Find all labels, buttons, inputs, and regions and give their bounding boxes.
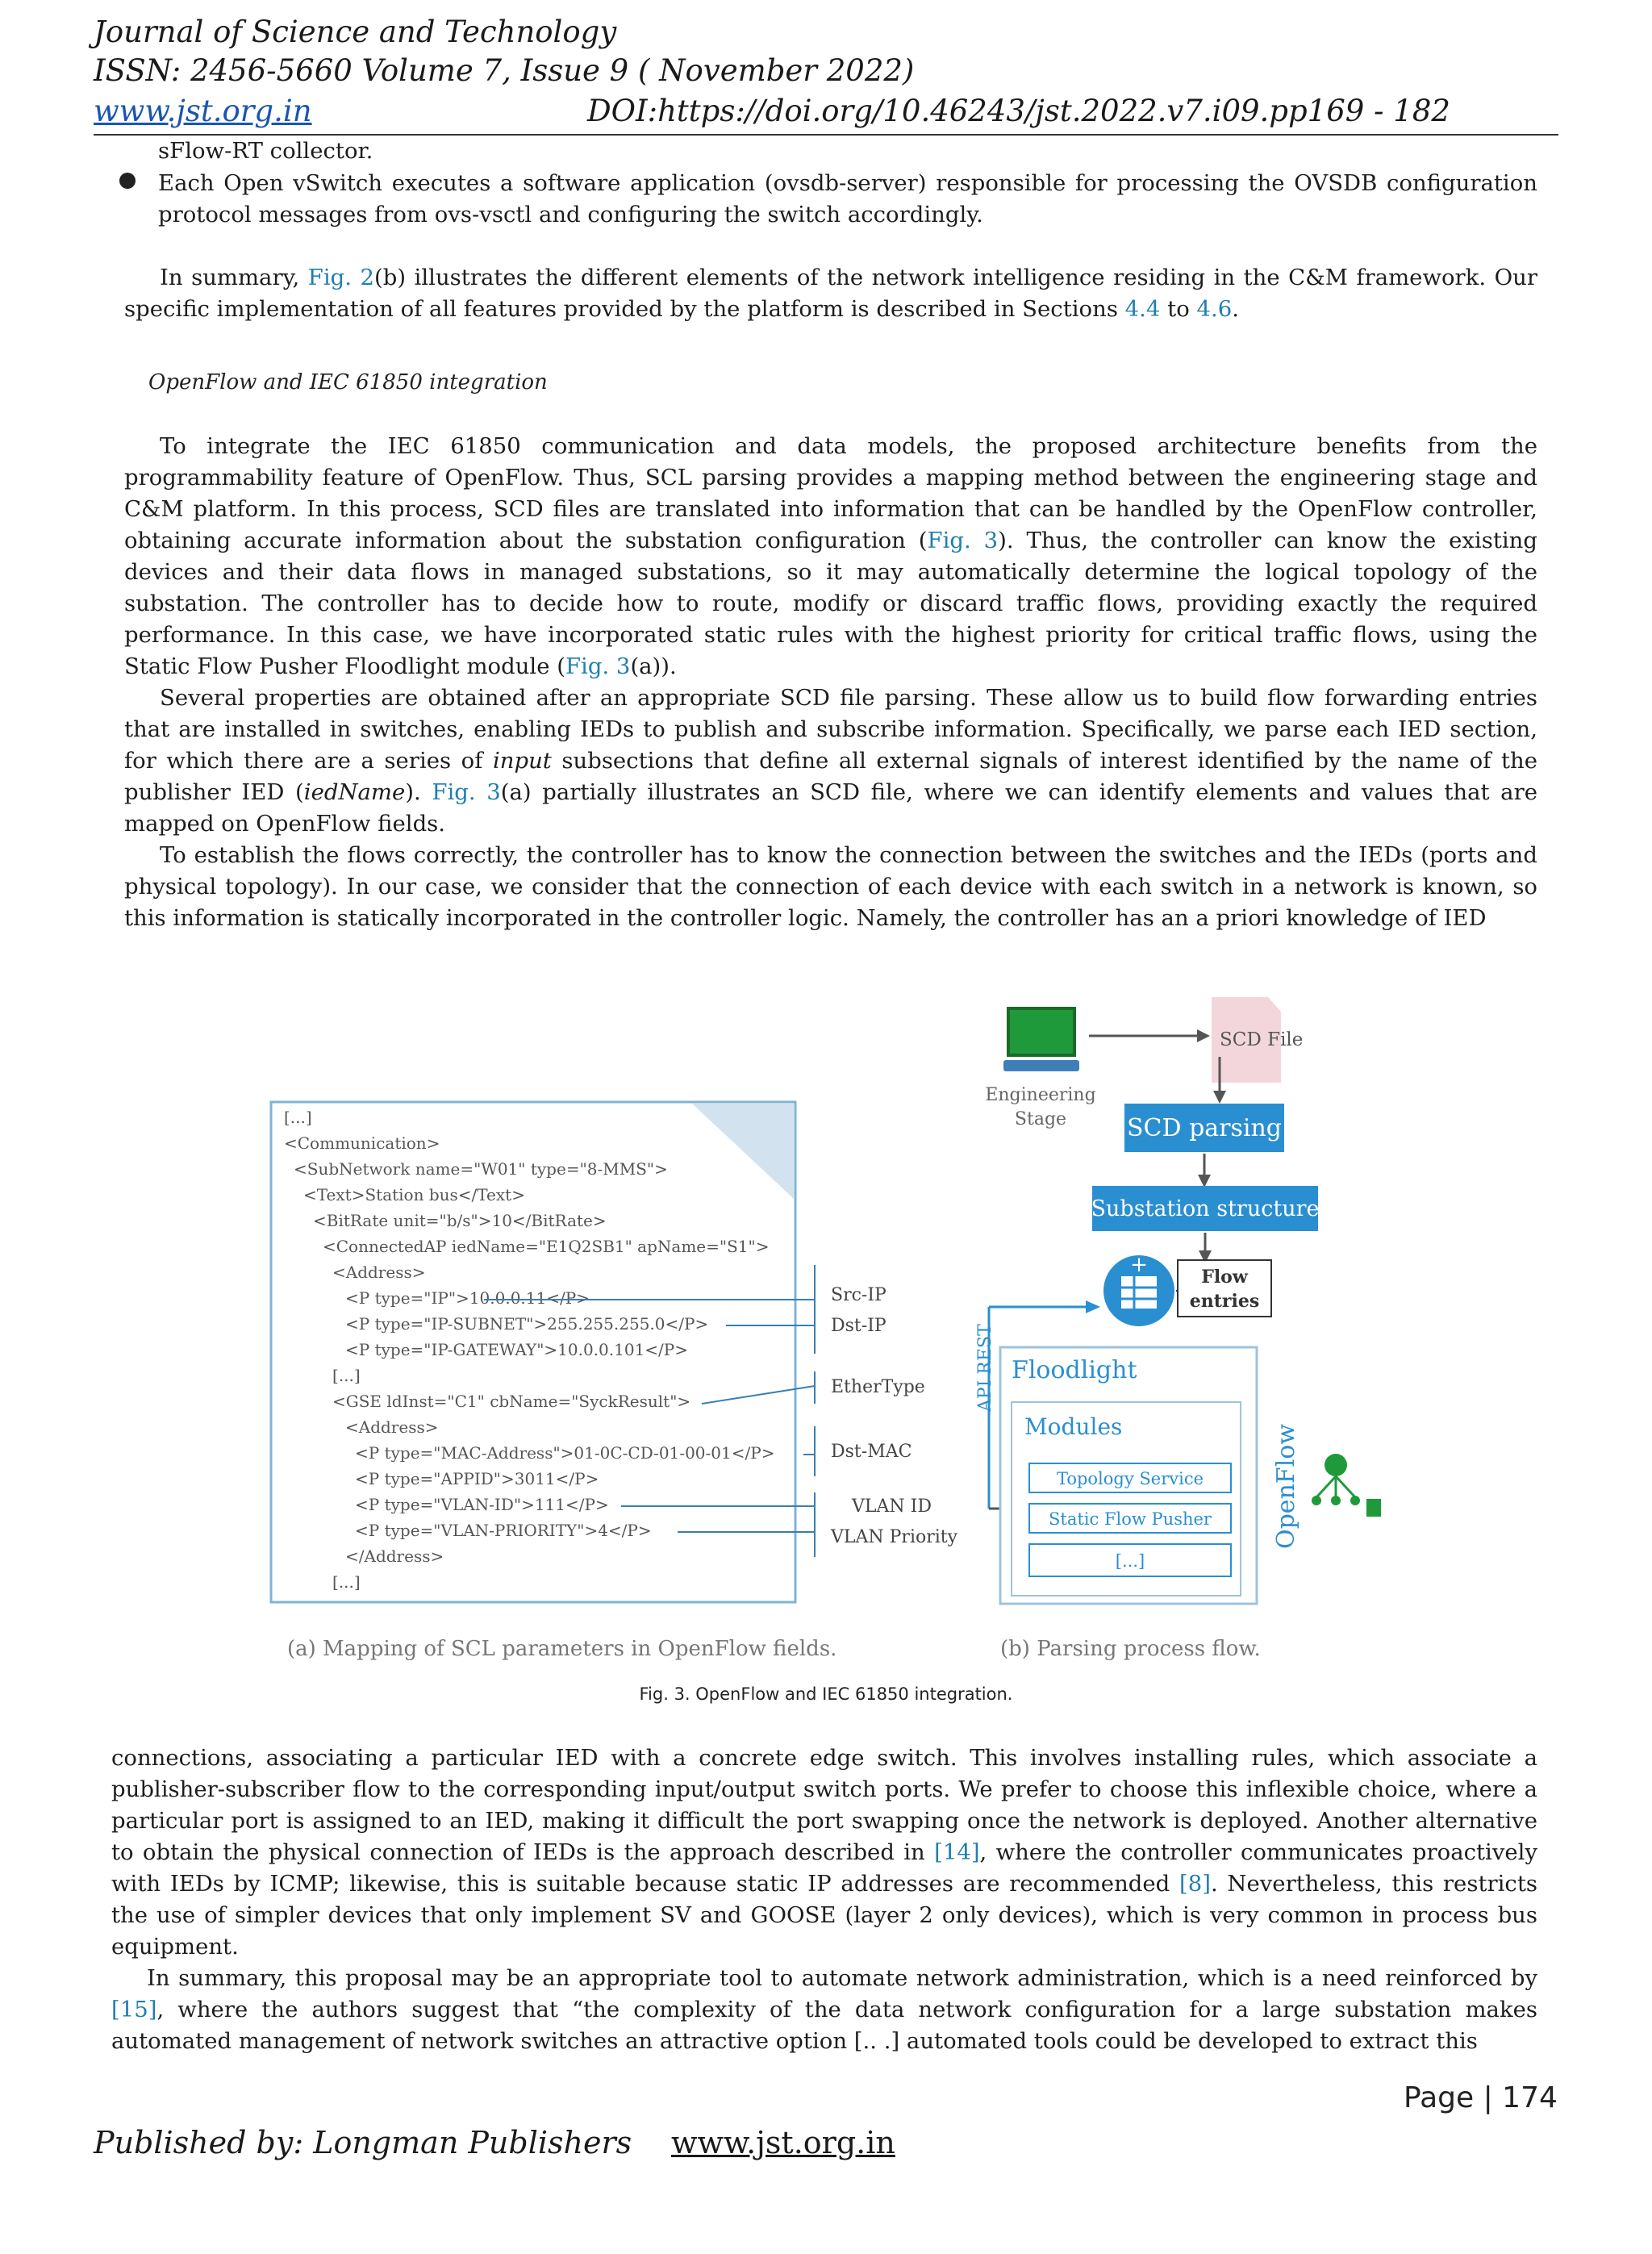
summary-paragraph: In summary, Fig. 2(b) illustrates the different elements of the network intelligence residing in the C&M framework. Our specific implementation of all features provided by the platform is described in Sections 4.4 to 4.6. [124, 265, 1537, 322]
svg-text:<P type="IP">10.0.0.11</P>: <P type="IP">10.0.0.11</P> [345, 1288, 590, 1308]
computer-icon [1003, 1008, 1079, 1071]
page-number: Page | 174 [1404, 2081, 1558, 2114]
svg-text:<P type="APPID">3011</P>: <P type="APPID">3011</P> [355, 1469, 599, 1488]
svg-text:Stage: Stage [1014, 1109, 1067, 1129]
ellipsis-module-label: [...] [1115, 1551, 1145, 1571]
section-4-6-link[interactable]: 4.6 [1196, 296, 1233, 322]
svg-text:entries: entries [1189, 1291, 1260, 1312]
paragraph-3: To establish the flows correctly, the controller has to know the connection between the switches and the IEDs (ports and physical topology). In our case, we consider that the connection of each device with each switch in a network is known, so this information is statically incorporated in the controller logic. Namely, the controller has an a priori knowledge of IED [124, 842, 1537, 931]
paragraph-5: In summary, this proposal may be an appropriate tool to automate network administration, which is a need reinforced by [15], where the authors suggest that “the complexity of the data network configuration for a large substation makes automated management of network switches an attractive option [.. .] automated tools could be developed to extract this [111, 1965, 1537, 2054]
api-rest-label: API REST [975, 1324, 995, 1412]
svg-text:<P type="IP-GATEWAY">10.0.0.10: <P type="IP-GATEWAY">10.0.0.101</P> [345, 1340, 688, 1359]
svg-text:<Address>: <Address> [332, 1263, 426, 1282]
svg-text:Dst-MAC: Dst-MAC [831, 1442, 912, 1462]
static-flow-pusher-label: Static Flow Pusher [1049, 1509, 1212, 1529]
header-website-link[interactable]: www.jst.org.in [94, 94, 312, 128]
fig3-link[interactable]: Fig. 3 [927, 528, 999, 553]
fig3-link[interactable]: Fig. 3 [565, 653, 631, 679]
openflow-fields [830, 1285, 958, 1547]
ref-15-link[interactable]: [15] [111, 1997, 157, 2022]
subcaption-a: (a) Mapping of SCL parameters in OpenFlow fields. [287, 1637, 837, 1661]
svg-text:<BitRate unit="b/s">10</BitRat: <BitRate unit="b/s">10</BitRate> [313, 1211, 607, 1230]
svg-text:EtherType: EtherType [831, 1377, 925, 1397]
fig3-link[interactable]: Fig. 3 [432, 779, 501, 805]
svg-text:<SubNetwork name="W01" type="8: <SubNetwork name="W01" type="8-MMS"> [294, 1159, 668, 1179]
svg-text:VLAN Priority: VLAN Priority [831, 1527, 958, 1547]
svg-text:</Address>: </Address> [345, 1546, 444, 1566]
paragraph-2: Several properties are obtained after an appropriate SCD file parsing. These allow us to build flow forwarding entries that are installed in switches, enabling IEDs to publish and subscribe information. Specifically, we parse each IED section, for which there are a series of input subsections that define all external signals of interest identified by the name of the publisher IED (iedName). Fig. 3(a) partially illustrates an SCD file, where we can identify elements and values that are mapped on OpenFlow fields. [124, 685, 1538, 837]
bullet-text: Each Open vSwitch executes a software application (ovsdb-server) responsible for processing the OVSDB configuration protocol messages from ovs-vsctl and configuring the switch accordingly. [158, 170, 1537, 227]
floodlight-label: Floodlight [1012, 1356, 1137, 1384]
svg-text:<ConnectedAP iedName="E1Q2SB1": <ConnectedAP iedName="E1Q2SB1" apName="S1"> [323, 1237, 770, 1256]
svg-text:Flow: Flow [1201, 1267, 1248, 1288]
scd-file-label: SCD File [1220, 1029, 1304, 1050]
paragraph-1: To integrate the IEC 61850 communication and data models, the proposed architecture benefits from the programmability feature of OpenFlow. Thus, SCL parsing provides a mapping method between the engineering stage and C&M platform. In this process, SCD files are translated into information that can be handled by the OpenFlow controller, obtaining accurate information about the substation configuration (Fig. 3). Thus, the controller can know the existing devices and their data flows in managed substations, so it may automatically determine the logical topology of the substation. The controller has to decide how to route, modify or discard traffic flows, providing exactly the required performance. In this case, we have incorporated static rules with the highest priority for critical traffic flows, using the Static Flow Pusher Floodlight module (Fig. 3(a)). [124, 433, 1537, 679]
svg-text:<P type="VLAN-PRIORITY">4</P>: <P type="VLAN-PRIORITY">4</P> [355, 1521, 652, 1540]
svg-text:[...]: [...] [332, 1366, 361, 1385]
post-figure-paragraphs [111, 1743, 1537, 2057]
svg-text:<P type="MAC-Address">01-0C-CD: <P type="MAC-Address">01-0C-CD-01-00-01</P> [355, 1443, 775, 1463]
svg-text:[...]: [...] [284, 1108, 312, 1127]
modules-label: Modules [1024, 1413, 1123, 1440]
svg-text:<P type="VLAN-ID">111</P>: <P type="VLAN-ID">111</P> [355, 1495, 609, 1514]
openflow-label: OpenFlow [1272, 1423, 1300, 1549]
svg-text:VLAN ID: VLAN ID [852, 1496, 932, 1517]
ref-14-link[interactable]: [14] [934, 1839, 980, 1865]
svg-text:Dst-IP: Dst-IP [831, 1316, 886, 1336]
svg-text:<Text>Station bus</Text>: <Text>Station bus</Text> [303, 1185, 525, 1204]
topology-service-label: Topology Service [1056, 1469, 1204, 1488]
substation-structure-label: Substation structure [1091, 1196, 1320, 1221]
svg-text:+: + [1130, 1253, 1148, 1277]
network-icon [1312, 1454, 1381, 1517]
journal-title: Journal of Science and Technology [94, 15, 617, 49]
paragraph-4: connections, associating a particular IED with a concrete edge switch. This involves installing rules, which associate a publisher-subscriber flow to the corresponding input/output switch ports. We prefer to choose this inflexible choice, where a particular port is assigned to an IED, making it difficult the port swapping once the network is deployed. Another alternative to obtain the physical connection of IEDs is the approach described in [14], where the controller communicates proactively with IEDs by ICMP; likewise, this is suitable because static IP addresses are recommended [8]. Nevertheless, this restricts the use of simpler devices that only implement SV and GOOSE (layer 2 only devices), which is very common in process bus equipment. [111, 1745, 1537, 1960]
scd-parsing-label: SCD parsing [1126, 1114, 1283, 1142]
section-title: OpenFlow and IEC 61850 integration [148, 370, 548, 394]
fig2-link[interactable]: Fig. 2 [307, 265, 374, 290]
issn-line: ISSN: 2456-5660 Volume 7, Issue 9 ( November 2022) [94, 53, 915, 88]
svg-text:Engineering: Engineering [985, 1085, 1096, 1105]
svg-text:<P type="IP-SUBNET">255.255.25: <P type="IP-SUBNET">255.255.255.0</P> [345, 1314, 709, 1334]
svg-text:<Address>: <Address> [345, 1417, 439, 1437]
ref-8-link[interactable]: [8] [1179, 1871, 1211, 1897]
svg-text:<GSE ldInst="C1" cbName="SyckR: <GSE ldInst="C1" cbName="SyckResult"> [332, 1392, 691, 1411]
svg-text:Src-IP: Src-IP [831, 1285, 886, 1305]
engineering-stage-label [985, 1085, 1095, 1129]
svg-text:<Communication>: <Communication> [284, 1133, 440, 1153]
flow-entries-icon [1103, 1253, 1174, 1326]
figure-caption: Fig. 3. OpenFlow and IEC 61850 integration. [639, 1684, 1013, 1704]
section-4-4-link[interactable]: 4.4 [1124, 296, 1161, 322]
continuation-line: sFlow-RT collector. [158, 138, 373, 164]
subcaption-b: (b) Parsing process flow. [1000, 1637, 1261, 1661]
publisher-line: Published by: Longman Publishers [94, 2125, 632, 2160]
footer-website-link[interactable]: www.jst.org.in [671, 2125, 895, 2160]
svg-text:[...]: [...] [332, 1572, 361, 1592]
doi-line: DOI:https://doi.org/10.46243/jst.2022.v7.i09.pp169 - 182 [587, 94, 1450, 128]
